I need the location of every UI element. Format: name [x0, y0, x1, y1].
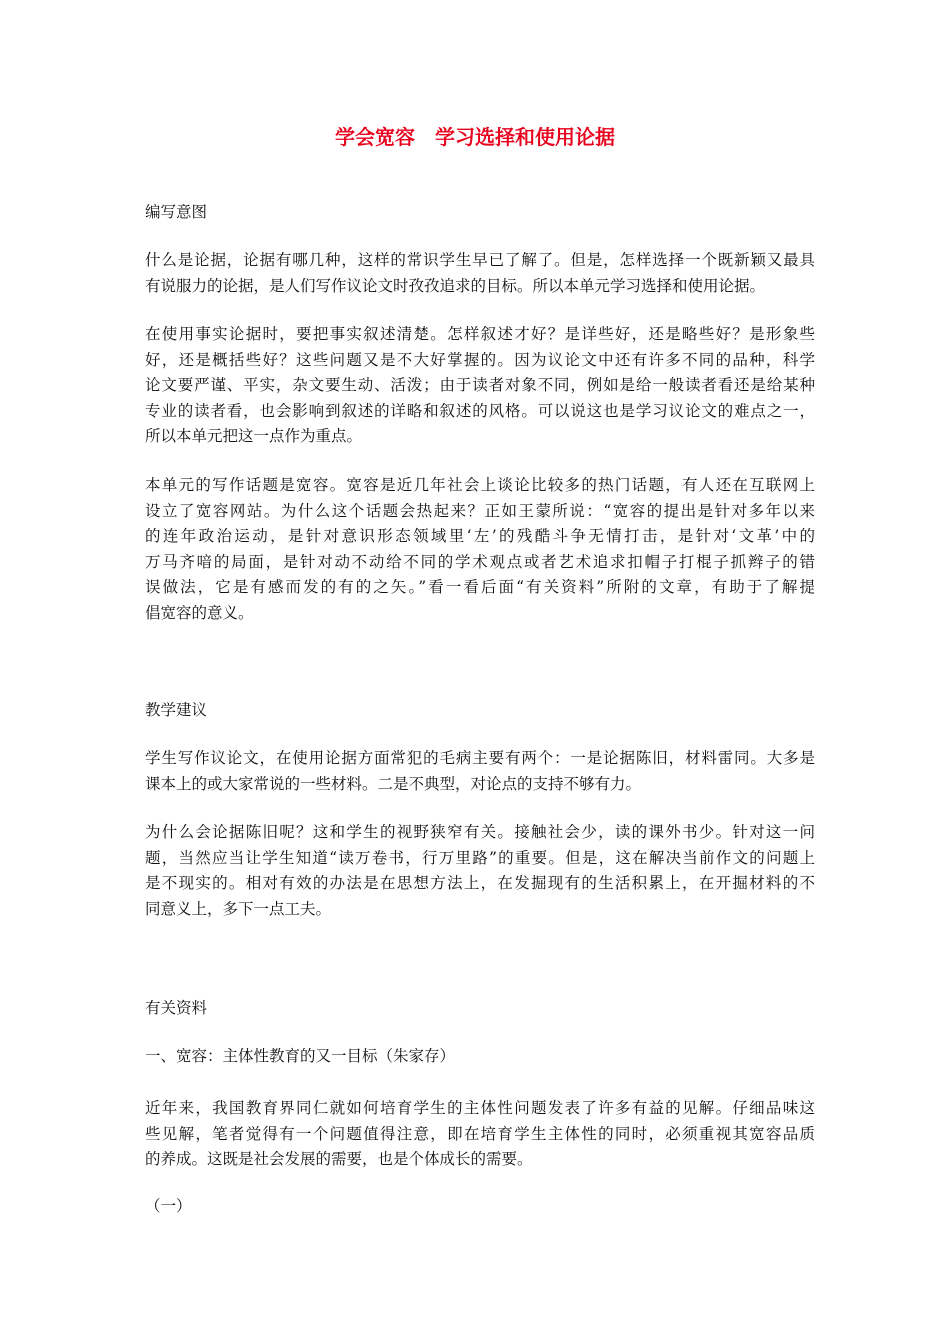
text-line: 近年来，我国教育界同仁就如何培育学生的主体性问题发表了许多有益的见解。仔细品味这 — [145, 1099, 815, 1117]
paragraph-advice-2 — [145, 820, 815, 922]
text-line: 题，当然应当让学生知道“读万卷书，行万里路”的重要。但是，这在解决当前作文的问题上 — [145, 848, 815, 867]
text-line: 有说服力的论据，是人们写作议论文时孜孜追求的目标。所以本单元学习选择和使用论据。 — [145, 276, 766, 295]
paragraph-advice-1 — [145, 746, 815, 797]
document-title: 学会宽容 学习选择和使用论据 — [335, 125, 615, 149]
text-line: 同意义上，多下一点工夫。 — [145, 899, 332, 918]
text-line: 课本上的或大家常说的一些材料。二是不典型，对论点的支持不够有力。 — [145, 774, 642, 793]
text-line: 所以本单元把这一点作为重点。 — [145, 427, 363, 445]
text-line: 为什么会论据陈旧呢？这和学生的视野狭窄有关。接触社会少，读的课外书少。针对这一问 — [145, 823, 815, 841]
text-line: 在使用事实论据时，要把事实叙述清楚。怎样叙述才好？是详些好，还是略些好？是形象些 — [145, 325, 815, 343]
section-heading-references: 有关资料 — [145, 999, 208, 1017]
paragraph-intent-3 — [145, 473, 815, 626]
text-line: 好，还是概括些好？这些问题又是不大好掌握的。因为议论文中还有许多不同的品种，科学 — [145, 350, 815, 369]
text-line: 些见解，笔者觉得有一个问题值得注意，即在培育学生主体性的同时，必须重视其宽容品质 — [145, 1124, 815, 1143]
section-heading-advice: 教学建议 — [145, 701, 208, 719]
text-line: 的连年政治运动，是针对意识形态领域里‘左’的残酷斗争无情打击，是针对‘文革’中的 — [145, 527, 815, 545]
text-line: 专业的读者看，也会影响到叙述的详略和叙述的风格。可以说这也是学习议论文的难点之一， — [145, 401, 815, 420]
text-line: 的养成。这既是社会发展的需要，也是个体成长的需要。 — [145, 1150, 533, 1168]
text-line: 论文要严谨、平实，杂文要生动、活泼；由于读者对象不同，例如是给一般读者看还是给某种 — [145, 376, 815, 394]
text-line: 误做法，它是有感而发的有的之矢。”看一看后面“有关资料”所附的文章，有助于了解提 — [145, 578, 815, 596]
text-line: 万马齐喑的局面，是针对动不动给不同的学术观点或者艺术追求扣帽子打棍子抓辫子的错 — [145, 552, 815, 571]
text-line: 学生写作议论文，在使用论据方面常犯的毛病主要有两个：一是论据陈旧，材料雷同。大多是 — [145, 749, 815, 767]
section-number-mark: （一） — [145, 1197, 192, 1215]
reference-subheading: 一、宽容：主体性教育的又一目标（朱家存） — [145, 1047, 456, 1065]
text-line: 倡宽容的意义。 — [145, 603, 254, 622]
text-line: 本单元的写作话题是宽容。宽容是近几年社会上谈论比较多的热门话题，有人还在互联网上 — [145, 476, 815, 494]
text-line: 设立了宽容网站。为什么这个话题会热起来？正如王蒙所说：“宽容的提出是针对多年以来 — [145, 501, 815, 520]
paragraph-intent-2 — [145, 322, 815, 450]
text-line: 什么是论据，论据有哪几种，这样的常识学生早已了解了。但是，怎样选择一个既新颖又最具 — [145, 251, 815, 269]
section-heading-intent: 编写意图 — [145, 203, 208, 221]
paragraph-reference-1 — [145, 1096, 815, 1173]
paragraph-intent-1 — [145, 248, 815, 299]
text-line: 是不现实的。相对有效的办法是在思想方法上，在发掘现有的生活积累上，在开掘材料的不 — [145, 874, 815, 892]
